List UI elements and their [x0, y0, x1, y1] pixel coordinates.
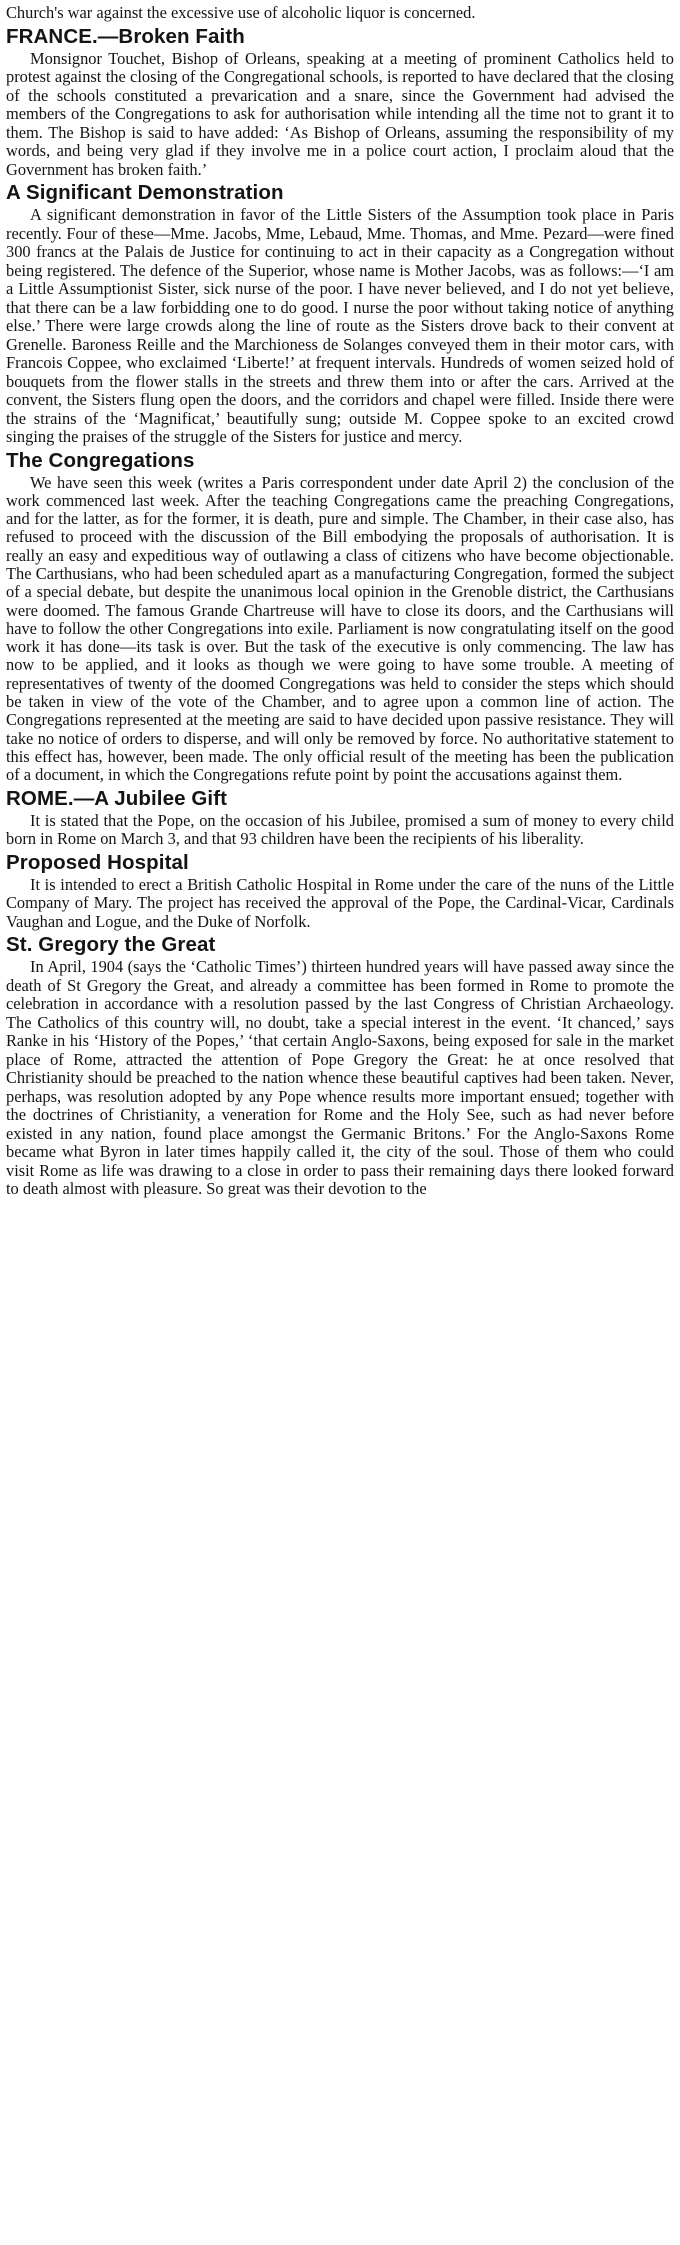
section-heading: ROME.—A Jubilee Gift: [6, 786, 228, 810]
section-paragraph: A significant demonstration in favor of the Little Sisters of the Assumption took place in Paris recently. Four of these—Mme. Jacobs, Mme, Lebaud, Mme. Thomas, and Mme. Pezard—were fined 300 francs at the Palais de Justice for continuing to act in their capacity as a Congregation without being registered. The defence of the Superior, whose name is Mother Jacobs, was as follows:—‘I am a Little Assumptionist Sister, sick nurse of the poor. I have never believed, and I do not yet believe, that there can be a law forbidding one to do good. I nurse the poor without taking notice of anything else.’ There were large crowds along the line of route as the Sisters drove back to their convent at Grenelle. Baroness Reille and the Marchioness de Solanges conveyed them in their motor cars, with Francois Coppee, who exclaimed ‘Liberte!’ at frequent intervals. Hundreds of women seized hold of bouquets from the flower stalls in the streets and threw them into or after the cars. Arrived at the convent, the Sisters flung open the doors, and the corridors and chapel were filled. Inside there were the strains of the ‘Magnificat,’ beautifully sung; outside M. Coppee spoke to an excited crowd singing the praises of the struggle of the Sisters for justice and mercy.: [6, 205, 674, 446]
section-paragraph: It is intended to erect a British Catholic Hospital in Rome under the care of the nuns of the Little Company of Mary. The project has received the approval of the Pope, the Cardinal-Vicar, Cardinals Vaughan and Logue, and the Duke of Norfolk.: [6, 874, 674, 931]
section-paragraph: In April, 1904 (says the ‘Catholic Times’) thirteen hundred years will have passed away since the death of St Gregory the Great, and already a committee has been formed in Rome to promote the celebration in accordance with a resolution passed by the last Congress of Christian Archaeology. The Catholics of this country will, no doubt, take a special interest in the event. ‘It chanced,’ says Ranke in his ‘History of the Popes,’ ‘that certain Anglo-Saxons, being exposed for sale in the market place of Rome, attracted the attention of Pope Gregory the Great: he at once resolved that Christianity should be preached to the nation whence these beautiful captives had been taken. Never, perhaps, was resolution adopted by any Pope whence results more important ensued; together with the doctrines of Christianity, a veneration for Rome and the Holy See, such as had never before existed in any nation, found place amongst the Germanic Britons.’ For the Anglo-Saxons Rome became what Byron in later times happily called it, the city of the soul. Those of them who could visit Rome as life was drawing to a close in order to pass their remaining days there looked forward to death almost with pleasure. So great was their devotion to the: [6, 957, 674, 1199]
section-france-broken-faith: [6, 25, 674, 180]
section-the-congregations: [6, 449, 674, 785]
section-paragraph: We have seen this week (writes a Paris correspondent under date April 2) the conclusion of the work commenced last week. After the teaching Congregations came the preaching Congregations, and for the latter, as for the former, it is death, pure and simple. The Chamber, in their case also, has refused to proceed with the discussion of the Bill embodying the proposals of authorisation. It is really an easy and expeditious way of outlawing a class of citizens who have become objectionable. The Carthusians, who had been scheduled apart as a manufacturing Congregation, formed the subject of a special debate, but despite the unanimous local opinion in the Grenoble district, the Carthusians were doomed. The famous Grande Chartreuse will have to close its doors, and the Carthusians will have to follow the other Congregations into exile. Parliament is now congratulating itself on the good work it has done—its task is over. But the task of the executive is only commencing. The law has now to be applied, and it looks as though we were going to have some trouble. A meeting of representatives of twenty of the doomed Congregations was held to consider the steps which should be taken in view of the vote of the Chamber, and to agree upon a common line of action. The Congregations represented at the meeting are said to have decided upon passive resistance. They will take no notice of orders to disperse, and will only be removed by force. No authoritative statement to this effect has, however, been made. The only official result of the meeting has been the publication of a document, in which the Congregations refute point by point the accusations against them.: [6, 472, 674, 785]
section-heading: FRANCE.—Broken Faith: [6, 24, 245, 48]
section-proposed-hospital: [6, 851, 674, 932]
intro-fragment: [6, 4, 674, 23]
section-rome-jubilee-gift: [6, 787, 674, 849]
section-significant-demonstration: [6, 181, 674, 447]
section-heading: A Significant Demonstration: [6, 181, 284, 204]
section-paragraph: Monsignor Touchet, Bishop of Orleans, speaking at a meeting of prominent Catholics held to protest against the closing of the Congregational schools, is reported to have declared that the closing of the schools constituted a prevarication and a snare, since the Government had advised the members of the Congregations to ask for authorisation while intending all the time not to grant it to them. The Bishop is said to have added: ‘As Bishop of Orleans, assuming the responsibility of my words, and being very glad if they involve me in a police court action, I proclaim aloud that the Government has broken faith.’: [6, 48, 674, 179]
section-paragraph: It is stated that the Pope, on the occasion of his Jubilee, promised a sum of money to every child born in Rome on March 3, and that 93 children have been the recipients of his liberality.: [6, 810, 674, 849]
section-heading: Proposed Hospital: [6, 850, 189, 874]
section-heading: St. Gregory the Great: [6, 933, 216, 957]
intro-paragraph: Church's war against the excessive use of alcoholic liquor is concerned.: [6, 3, 476, 22]
section-heading: The Congregations: [6, 448, 195, 472]
section-st-gregory-the-great: [6, 933, 674, 1199]
